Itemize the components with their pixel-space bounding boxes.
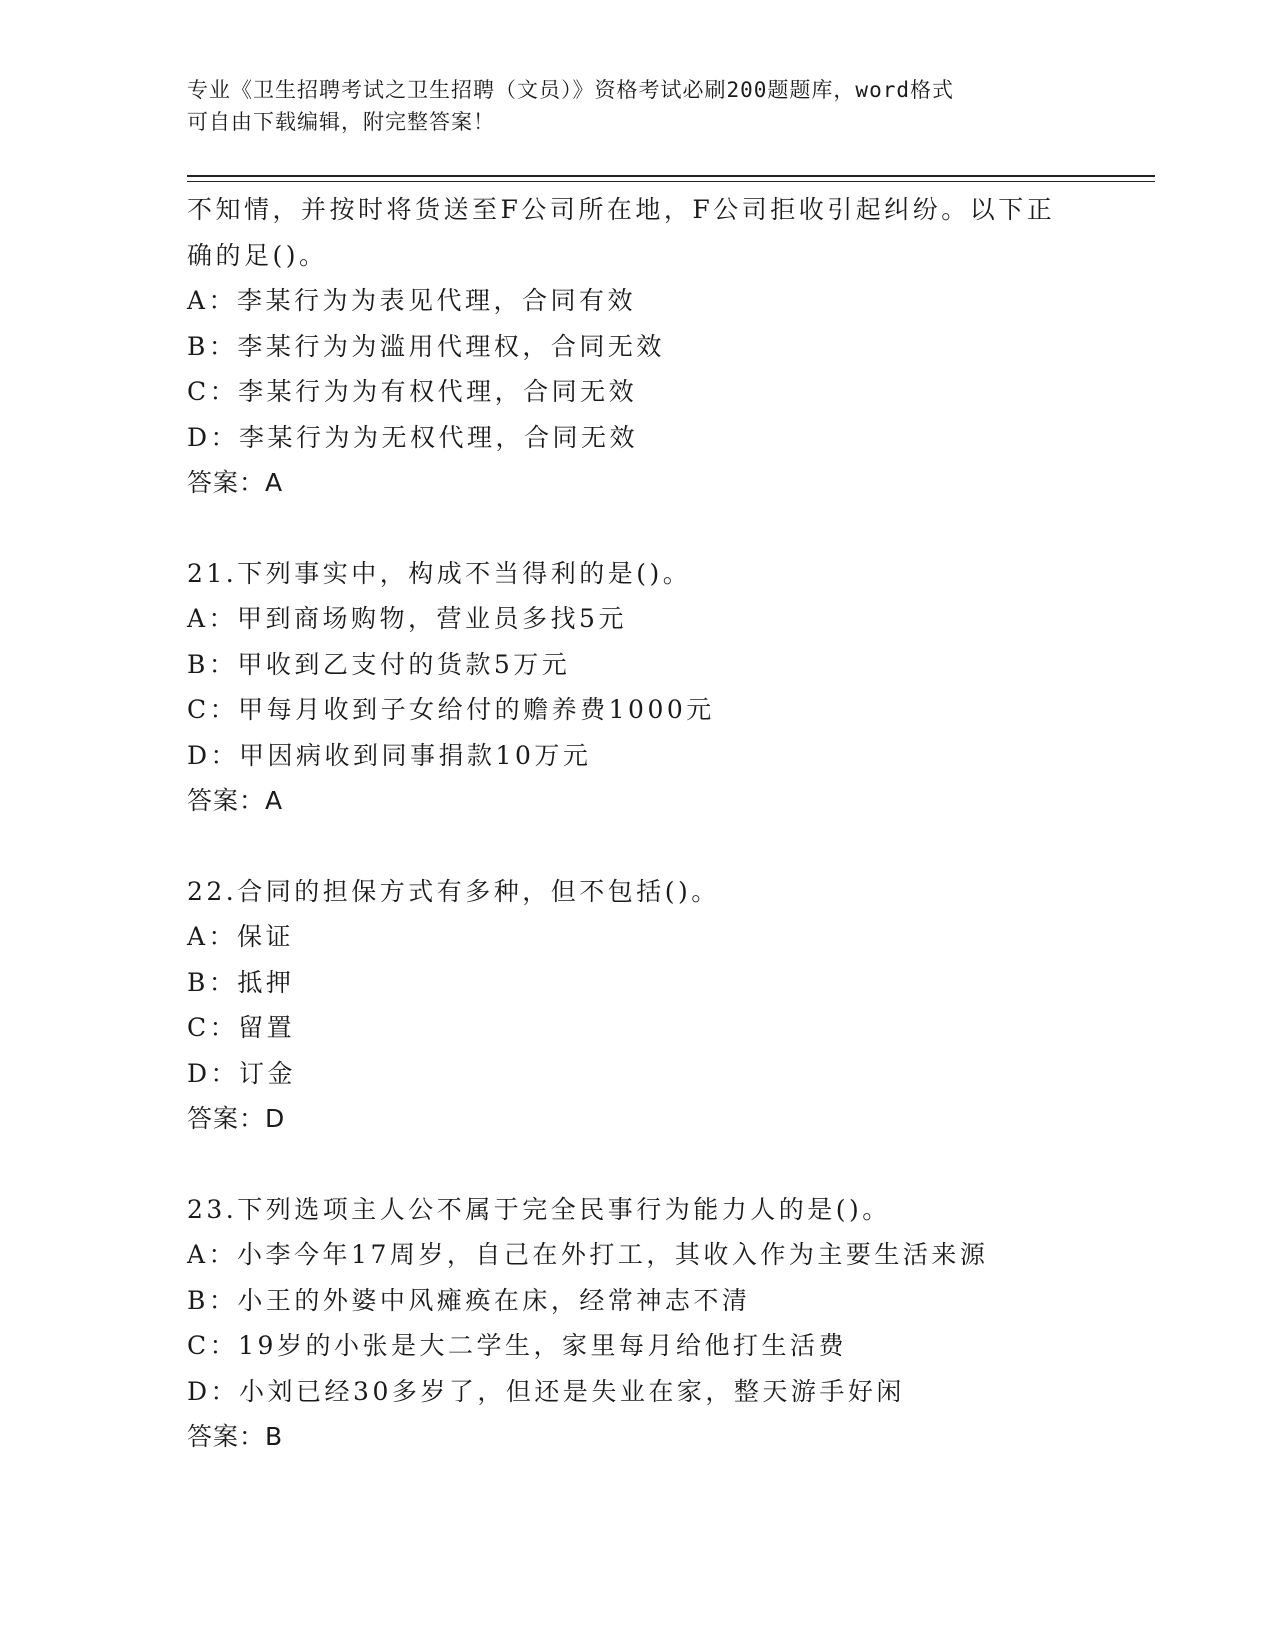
option-b: B：甲收到乙支付的货款5万元 bbox=[187, 649, 571, 679]
option-b: B：李某行为为滥用代理权，合同无效 bbox=[187, 331, 665, 361]
option-b: B：抵押 bbox=[187, 967, 295, 997]
question-21 bbox=[187, 551, 1087, 824]
option-d: D：订金 bbox=[187, 1058, 297, 1088]
question-stem: 22.合同的担保方式有多种，但不包括()。 bbox=[187, 876, 720, 906]
option-a: A：甲到商场购物，营业员多找5元 bbox=[187, 604, 627, 633]
option-d: D：小刘已经30多岁了，但还是失业在家，整天游手好闲 bbox=[187, 1376, 905, 1406]
header-divider-thin bbox=[187, 181, 1155, 182]
question-stem: 23.下列选项主人公不属于完全民事行为能力人的是()。 bbox=[187, 1194, 891, 1224]
question-22 bbox=[187, 869, 1087, 1142]
question-stem: 21.下列事实中，构成不当得利的是()。 bbox=[187, 558, 692, 588]
answer-line: 答案：A bbox=[187, 468, 284, 497]
option-c: C：留置 bbox=[187, 1013, 296, 1042]
option-c: C：甲每月收到子女给付的赡养费1000元 bbox=[187, 695, 715, 724]
option-b: B：小王的外婆中风瘫痪在床，经常神志不清 bbox=[187, 1285, 751, 1315]
option-a: A：保证 bbox=[187, 922, 295, 951]
page-header bbox=[187, 74, 1087, 138]
option-c: C：19岁的小张是大二学生，家里每月给他打生活费 bbox=[187, 1331, 847, 1360]
option-d: D：李某行为为无权代理，合同无效 bbox=[187, 422, 639, 452]
question-continued bbox=[187, 187, 1087, 506]
option-c: C：李某行为为有权代理，合同无效 bbox=[187, 377, 638, 406]
question-stem: 不知情，并按时将货送至F公司所在地，F公司拒收引起纠纷。以下正 bbox=[187, 195, 1056, 224]
question-stem: 确的足()。 bbox=[187, 240, 328, 270]
option-a: A：小李今年17周岁，自己在外打工，其收入作为主要生活来源 bbox=[187, 1240, 989, 1269]
question-23 bbox=[187, 1187, 1087, 1460]
document-body bbox=[187, 187, 1087, 1460]
header-divider-thick bbox=[187, 175, 1155, 177]
answer-line: 答案：A bbox=[187, 786, 284, 815]
option-a: A：李某行为为表见代理，合同有效 bbox=[187, 286, 637, 315]
header-title-line-2: 可自由下载编辑，附完整答案！ bbox=[187, 110, 495, 134]
answer-line: 答案：D bbox=[187, 1104, 286, 1133]
answer-line: 答案：B bbox=[187, 1422, 284, 1451]
option-d: D：甲因病收到同事捐款10万元 bbox=[187, 740, 592, 770]
header-title-line-1: 专业《卫生招聘考试之卫生招聘（文员）》资格考试必刷200题题库，word格式 bbox=[187, 78, 954, 102]
